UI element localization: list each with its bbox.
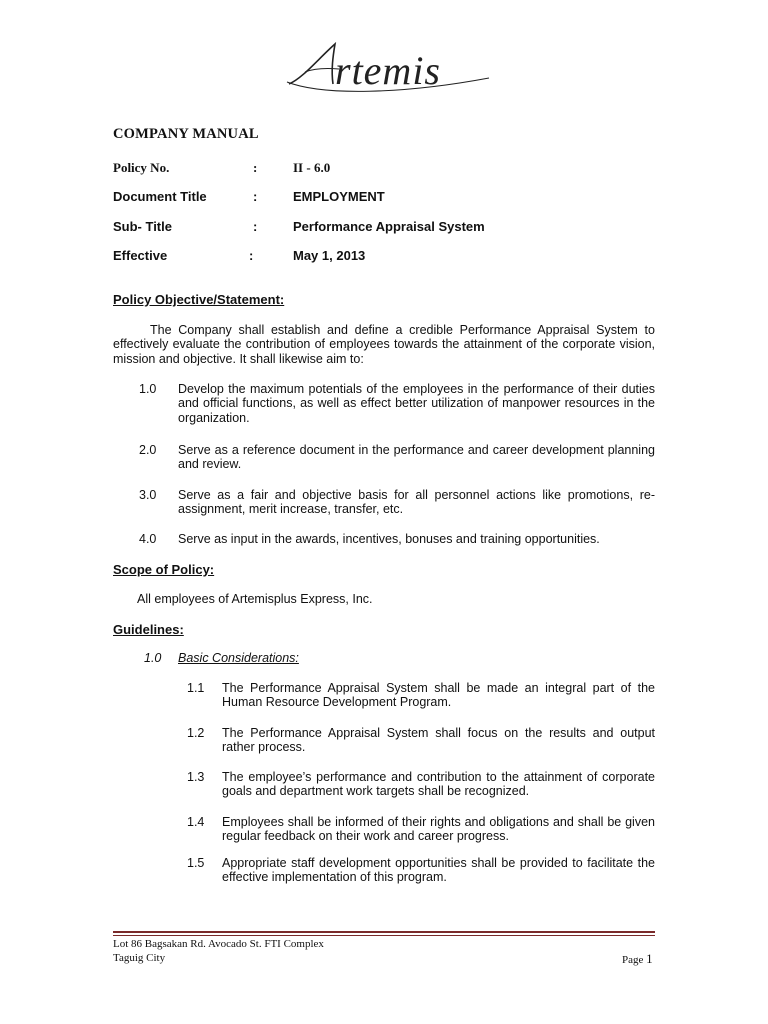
guideline-item-text: The employee’s performance and contribution to the attainment of corporate goals and department work targets shall be recognized. [222,770,655,799]
objective-item-text: Serve as input in the awards, incentives, bonuses and training opportunities. [178,532,600,546]
meta-value-document-title: EMPLOYMENT [293,189,385,204]
meta-colon: : [253,189,258,204]
objective-intro: The Company shall establish and define a credible Performance Appraisal System to effectively evaluate the contribution of employees towards the attainment of the corporate vision, mission and objective. It shall likewise aim to: [113,323,655,366]
objective-item-text: Serve as a fair and objective basis for all personnel actions like promotions, re-assignment, merit increase, transfer, etc. [178,488,655,517]
meta-label-effective: Effective [113,248,168,263]
footer-divider [113,931,655,933]
guideline-item-number: 1.1 [187,681,205,695]
meta-value-sub-title: Performance Appraisal System [293,219,485,234]
guideline-item-text: Appropriate staff development opportunities shall be provided to facilitate the effective implementation of this program. [222,856,655,885]
objective-heading: Policy Objective/Statement: [113,292,285,307]
guideline-item-number: 1.4 [187,815,205,829]
meta-value-policy-no: II - 6.0 [293,160,331,175]
svg-text:rtemis: rtemis [335,48,441,93]
guideline-item-number: 1.2 [187,726,205,740]
objective-item-number: 2.0 [139,443,157,457]
meta-label-document-title: Document Title [113,189,207,204]
artemis-logo-icon [283,38,495,100]
guideline-item-number: 1.5 [187,856,205,870]
artemis-logo [283,38,495,100]
scope-text: All employees of Artemisplus Express, Inc. [137,592,373,606]
meta-label-policy-no: Policy No. [113,160,170,175]
objective-item-text: Serve as a reference document in the performance and career development planning and review. [178,443,655,472]
objective-item-text: Develop the maximum potentials of the employees in the performance of their duties and official functions, as well as effect better utilization of manpower resources in the organization. [178,382,655,425]
objective-item-number: 4.0 [139,532,157,546]
page-number-container [622,951,653,967]
footer-address-line1: Lot 86 Bagsakan Rd. Avocado St. FTI Complex [113,938,324,950]
scope-heading: Scope of Policy: [113,562,215,577]
objective-item-number: 3.0 [139,488,157,502]
meta-colon: : [249,248,254,263]
footer-address-line2: Taguig City [113,952,166,964]
guideline-item-number: 1.3 [187,770,205,784]
page-label: Page [622,954,644,966]
guidelines-section-title: Basic Considerations: [178,651,299,665]
page-number: 1 [646,951,653,966]
meta-value-effective: May 1, 2013 [293,248,366,263]
guideline-item-text: Employees shall be informed of their rights and obligations and shall be given regular feedback on their work and career progress. [222,815,655,844]
meta-label-sub-title: Sub- Title [113,219,172,234]
guideline-item-text: The Performance Appraisal System shall focus on the results and output rather process. [222,726,655,755]
objective-item-number: 1.0 [139,382,157,396]
guideline-item-text: The Performance Appraisal System shall be made an integral part of the Human Resource Development Program. [222,681,655,710]
guidelines-section-number: 1.0 [144,651,162,665]
guidelines-heading: Guidelines: [113,622,184,637]
meta-colon: : [253,219,258,234]
meta-colon: : [253,160,258,175]
footer-divider [113,935,655,936]
manual-title: COMPANY MANUAL [113,126,259,142]
